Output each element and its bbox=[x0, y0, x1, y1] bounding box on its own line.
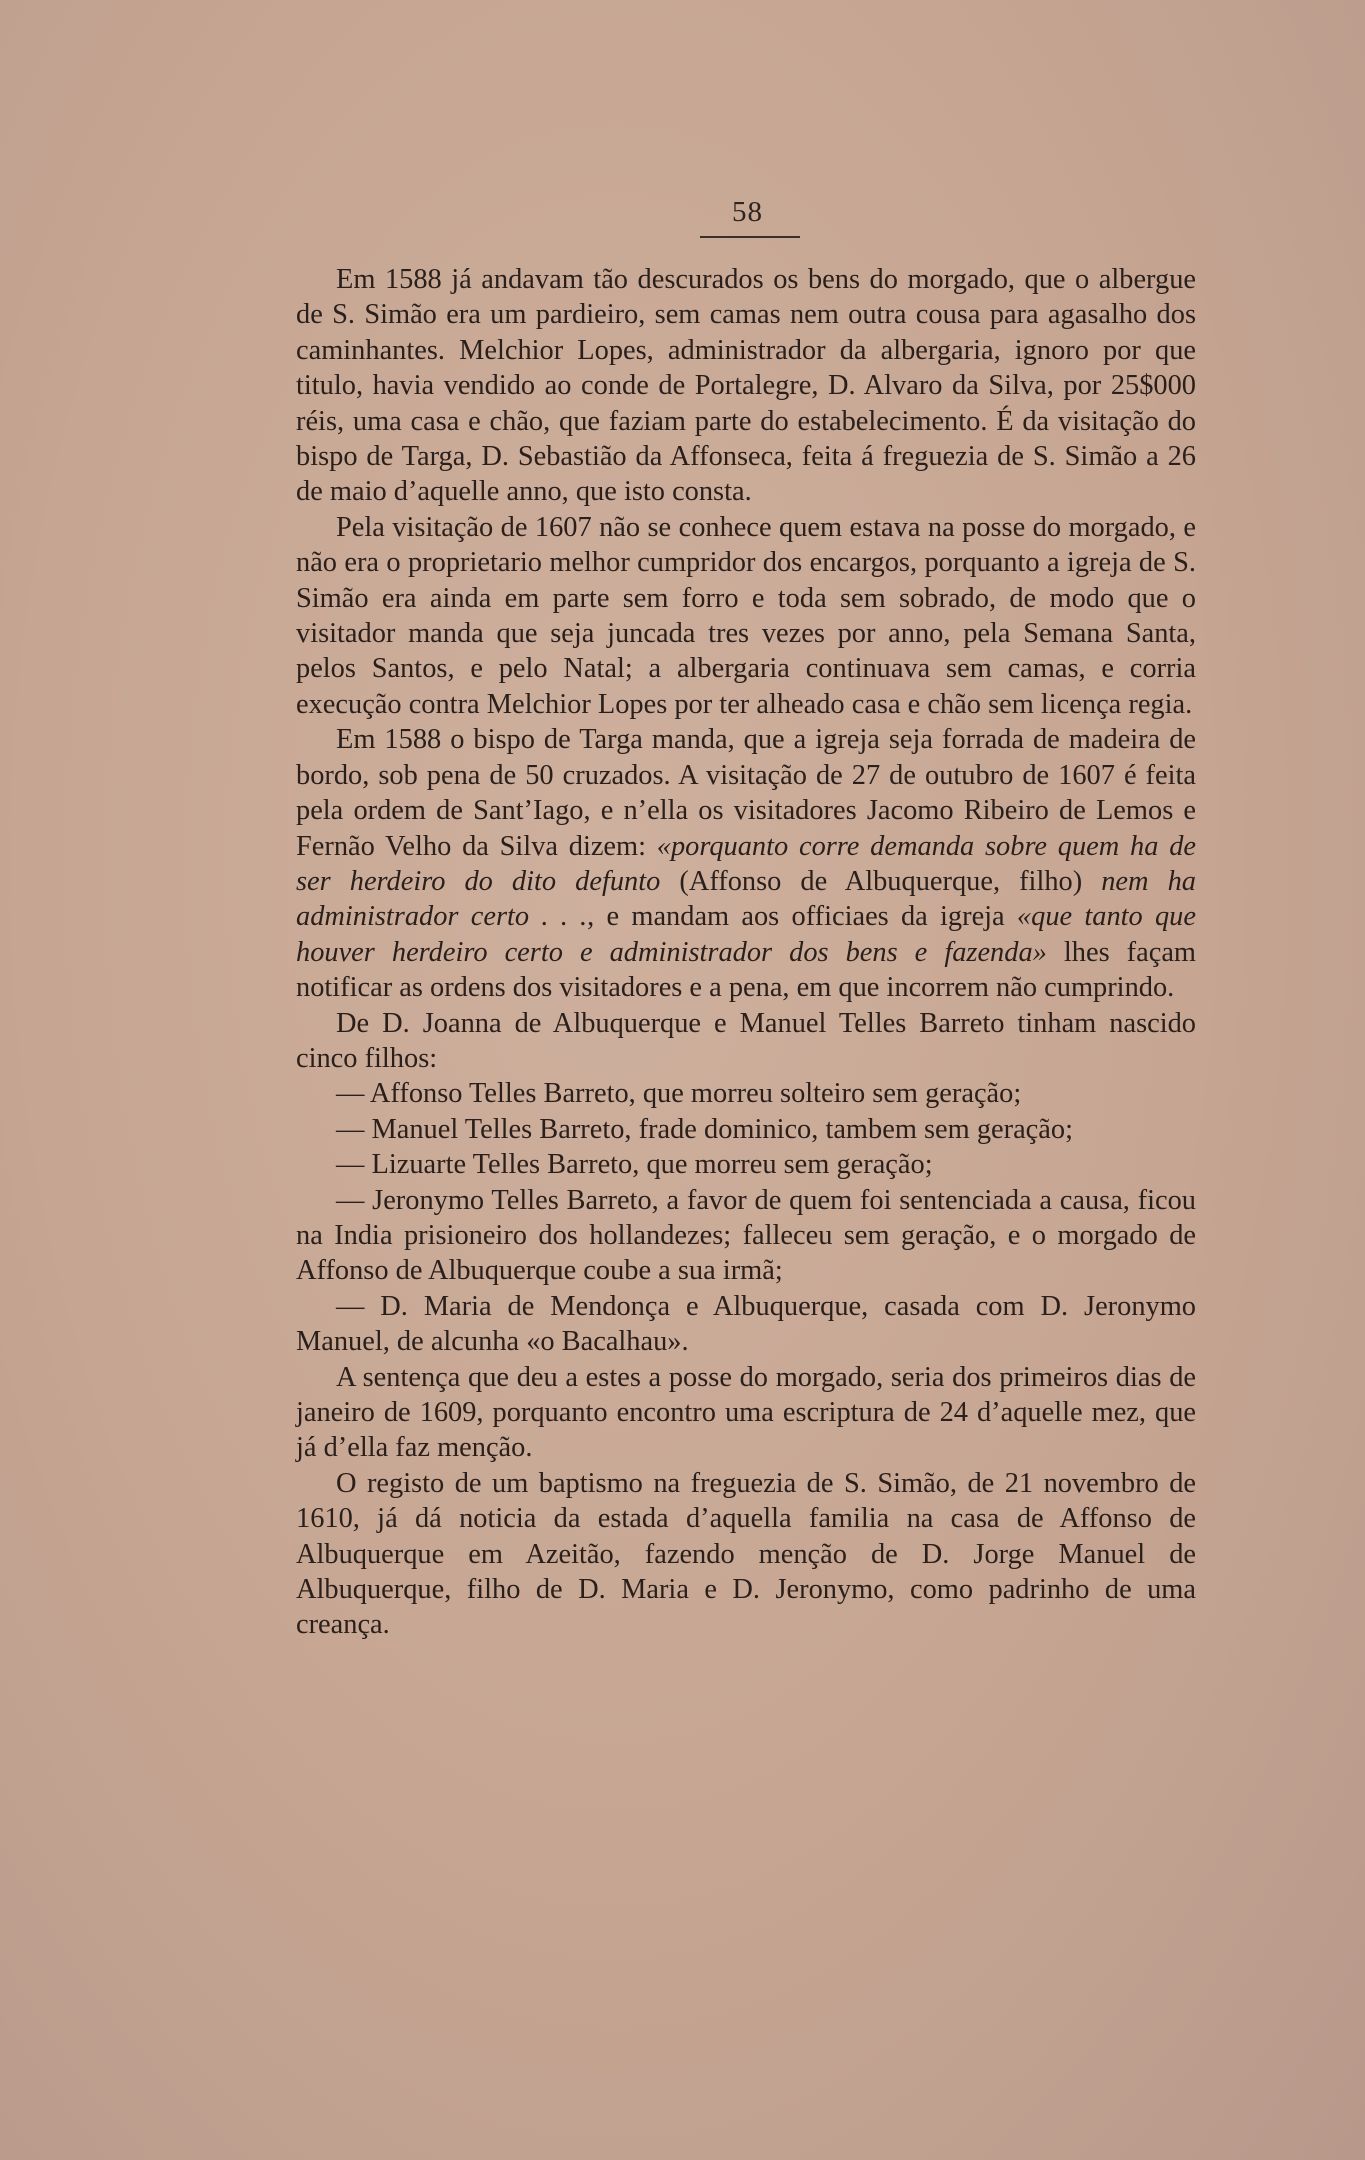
paragraph bbox=[296, 722, 1196, 1005]
paragraph bbox=[296, 1147, 1196, 1182]
page-number-rule bbox=[700, 236, 800, 238]
paragraph bbox=[296, 1466, 1196, 1643]
text-segment: Em 1588 o bispo de Targa manda, que a igreja seja forrada de madeira de bordo, sob pena de 50 cruzados. A visitação de 27 de outubro de 1607 é feita pela ordem de Sant’Iago, e n’ella os visitadores Jacomo Ribeiro de Lemos e Fernão Velho da Silva dizem: bbox=[296, 724, 1196, 862]
text-segment: De D. Joanna de Albuquerque e Manuel Telles Barreto tinham nascido cinco filhos: bbox=[296, 1007, 1196, 1074]
body-text bbox=[296, 262, 1196, 1643]
italic-quote: «porquanto corre demanda sobre quem ha de ser herdeiro do dito defunto bbox=[296, 830, 1196, 897]
text-segment: Pela visitação de 1607 não se conhece quem estava na posse do morgado, e não era o proprietario melhor cumpridor dos encargos, porquanto a igreja de S. Simão era ainda em parte sem forro e toda sem sobrado, de modo que o visitador manda que seja juncada tres vezes por anno, pela Semana Santa, pelos Santos, e pelo Natal; a albergaria continuava sem camas, e corria execução contra Melchior Lopes por ter alheado casa e chão sem licença regia. bbox=[296, 511, 1196, 720]
paragraph bbox=[296, 262, 1196, 510]
page-number: 58 bbox=[732, 196, 763, 228]
text-segment: , e mandam aos officiaes da igreja bbox=[587, 901, 1017, 933]
paragraph bbox=[296, 510, 1196, 722]
text-segment: (Affonso de Albuquerque, filho) bbox=[660, 865, 1102, 897]
paragraph bbox=[296, 1289, 1196, 1360]
italic-quote: «que tanto que houver herdeiro certo e administrador dos bens e fazenda» bbox=[296, 901, 1196, 968]
text-segment: — Manuel Telles Barreto, frade dominico, tambem sem geração; bbox=[336, 1113, 1073, 1145]
text-segment: lhes façam notificar as ordens dos visitadores e a pena, em que incorrem não cumprindo. bbox=[296, 936, 1196, 1004]
paragraph bbox=[296, 1006, 1196, 1077]
paragraph bbox=[296, 1183, 1196, 1289]
text-segment: — D. Maria de Mendonça e Albuquerque, casada com D. Jeronymo Manuel, de alcunha «o Bacalhau». bbox=[296, 1290, 1196, 1358]
text-segment: — Lizuarte Telles Barreto, que morreu sem geração; bbox=[336, 1149, 933, 1181]
paragraph bbox=[296, 1360, 1196, 1466]
italic-quote: nem ha administrador certo . . . bbox=[296, 865, 1196, 933]
text-segment: Em 1588 já andavam tão descurados os bens do morgado, que o albergue de S. Simão era um pardieiro, sem camas nem outra cousa para agasalho dos caminhantes. Melchior Lopes, administrador da albergaria, ignoro por que titulo, havia vendido ao conde de Portalegre, D. Alvaro da Silva, por 25$000 réis, uma casa e chão, que faziam parte do estabelecimento. É da visitação do bispo de Targa, D. Sebastião da Affonseca, feita á freguezia de S. Simão a 26 de maio d’aquelle anno, que isto consta. bbox=[296, 264, 1196, 508]
paragraph bbox=[296, 1112, 1196, 1147]
text-segment: O registo de um baptismo na freguezia de S. Simão, de 21 novembro de 1610, já dá noticia da estada d’aquella familia na casa de Affonso de Albuquerque em Azeitão, fazendo menção de D. Jorge Manuel de Albuquerque, filho de D. Maria e D. Jeronymo, como padrinho de uma creança. bbox=[296, 1467, 1196, 1641]
text-segment: — Jeronymo Telles Barreto, a favor de quem foi sentenciada a causa, ficou na India prisioneiro dos hollandezes; falleceu sem geração, e o morgado de Affonso de Albuquerque coube a sua irmã; bbox=[296, 1184, 1196, 1287]
text-segment: A sentença que deu a estes a posse do morgado, seria dos primeiros dias de janeiro de 1609, porquanto encontro uma escriptura de 24 d’aquelle mez, que já d’ella faz menção. bbox=[296, 1361, 1196, 1464]
text-segment: — Affonso Telles Barreto, que morreu solteiro sem geração; bbox=[336, 1078, 1022, 1110]
paragraph bbox=[296, 1076, 1196, 1111]
